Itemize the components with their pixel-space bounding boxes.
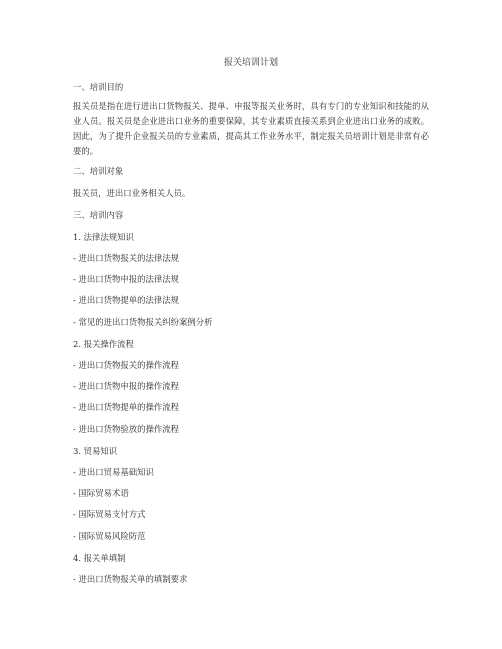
module-title: 4. 报关单填制 xyxy=(73,553,126,563)
list-item: - 国际贸易术语 xyxy=(73,488,129,498)
list-item: - 进出口货物申报的法律法规 xyxy=(73,274,179,284)
list-item: - 进出口货物提单的操作流程 xyxy=(73,402,179,412)
section-heading-purpose: 一、培训目的 xyxy=(73,82,124,92)
list-item: - 国际贸易风险防范 xyxy=(73,531,146,541)
list-item: - 进出口货物报关单的填制要求 xyxy=(73,574,188,584)
section-heading-content: 三、培训内容 xyxy=(73,210,124,220)
section-heading-target: 二、培训对象 xyxy=(73,166,124,176)
module-title: 3. 贸易知识 xyxy=(73,446,118,456)
document-title: 报关培训计划 xyxy=(223,58,278,68)
module-title: 1. 法律法规知识 xyxy=(73,232,134,242)
list-item: - 进出口货物报关的操作流程 xyxy=(73,360,179,370)
list-item: - 常见的进出口货物报关纠纷案例分析 xyxy=(73,317,213,327)
list-item: - 进出口货物申报的操作流程 xyxy=(73,381,179,391)
list-item: - 进出口货物提单的法律法规 xyxy=(73,295,179,305)
list-item: - 进出口贸易基础知识 xyxy=(73,467,154,477)
list-item: - 进出口货物报关的法律法规 xyxy=(73,253,179,263)
module-title: 2. 报关操作流程 xyxy=(73,339,134,349)
list-item: - 国际贸易支付方式 xyxy=(73,509,146,519)
target-text: 报关员，进出口业务相关人员。 xyxy=(73,188,191,198)
list-item: - 进出口货物验放的操作流程 xyxy=(73,424,179,434)
purpose-paragraph: 报关员是指在进行进出口货物报关、提单、申报等报关业务时，具有专门的专业知识和技能的从业人员。报关员是企业进出口业务的重要保障，其专业素质直接关系到企业进出口业务的成败。因此，为了提升企业报关员的专业素质，提高其工作业务水平，制定报关员培训计划是非常有必要的。 xyxy=(73,101,429,156)
